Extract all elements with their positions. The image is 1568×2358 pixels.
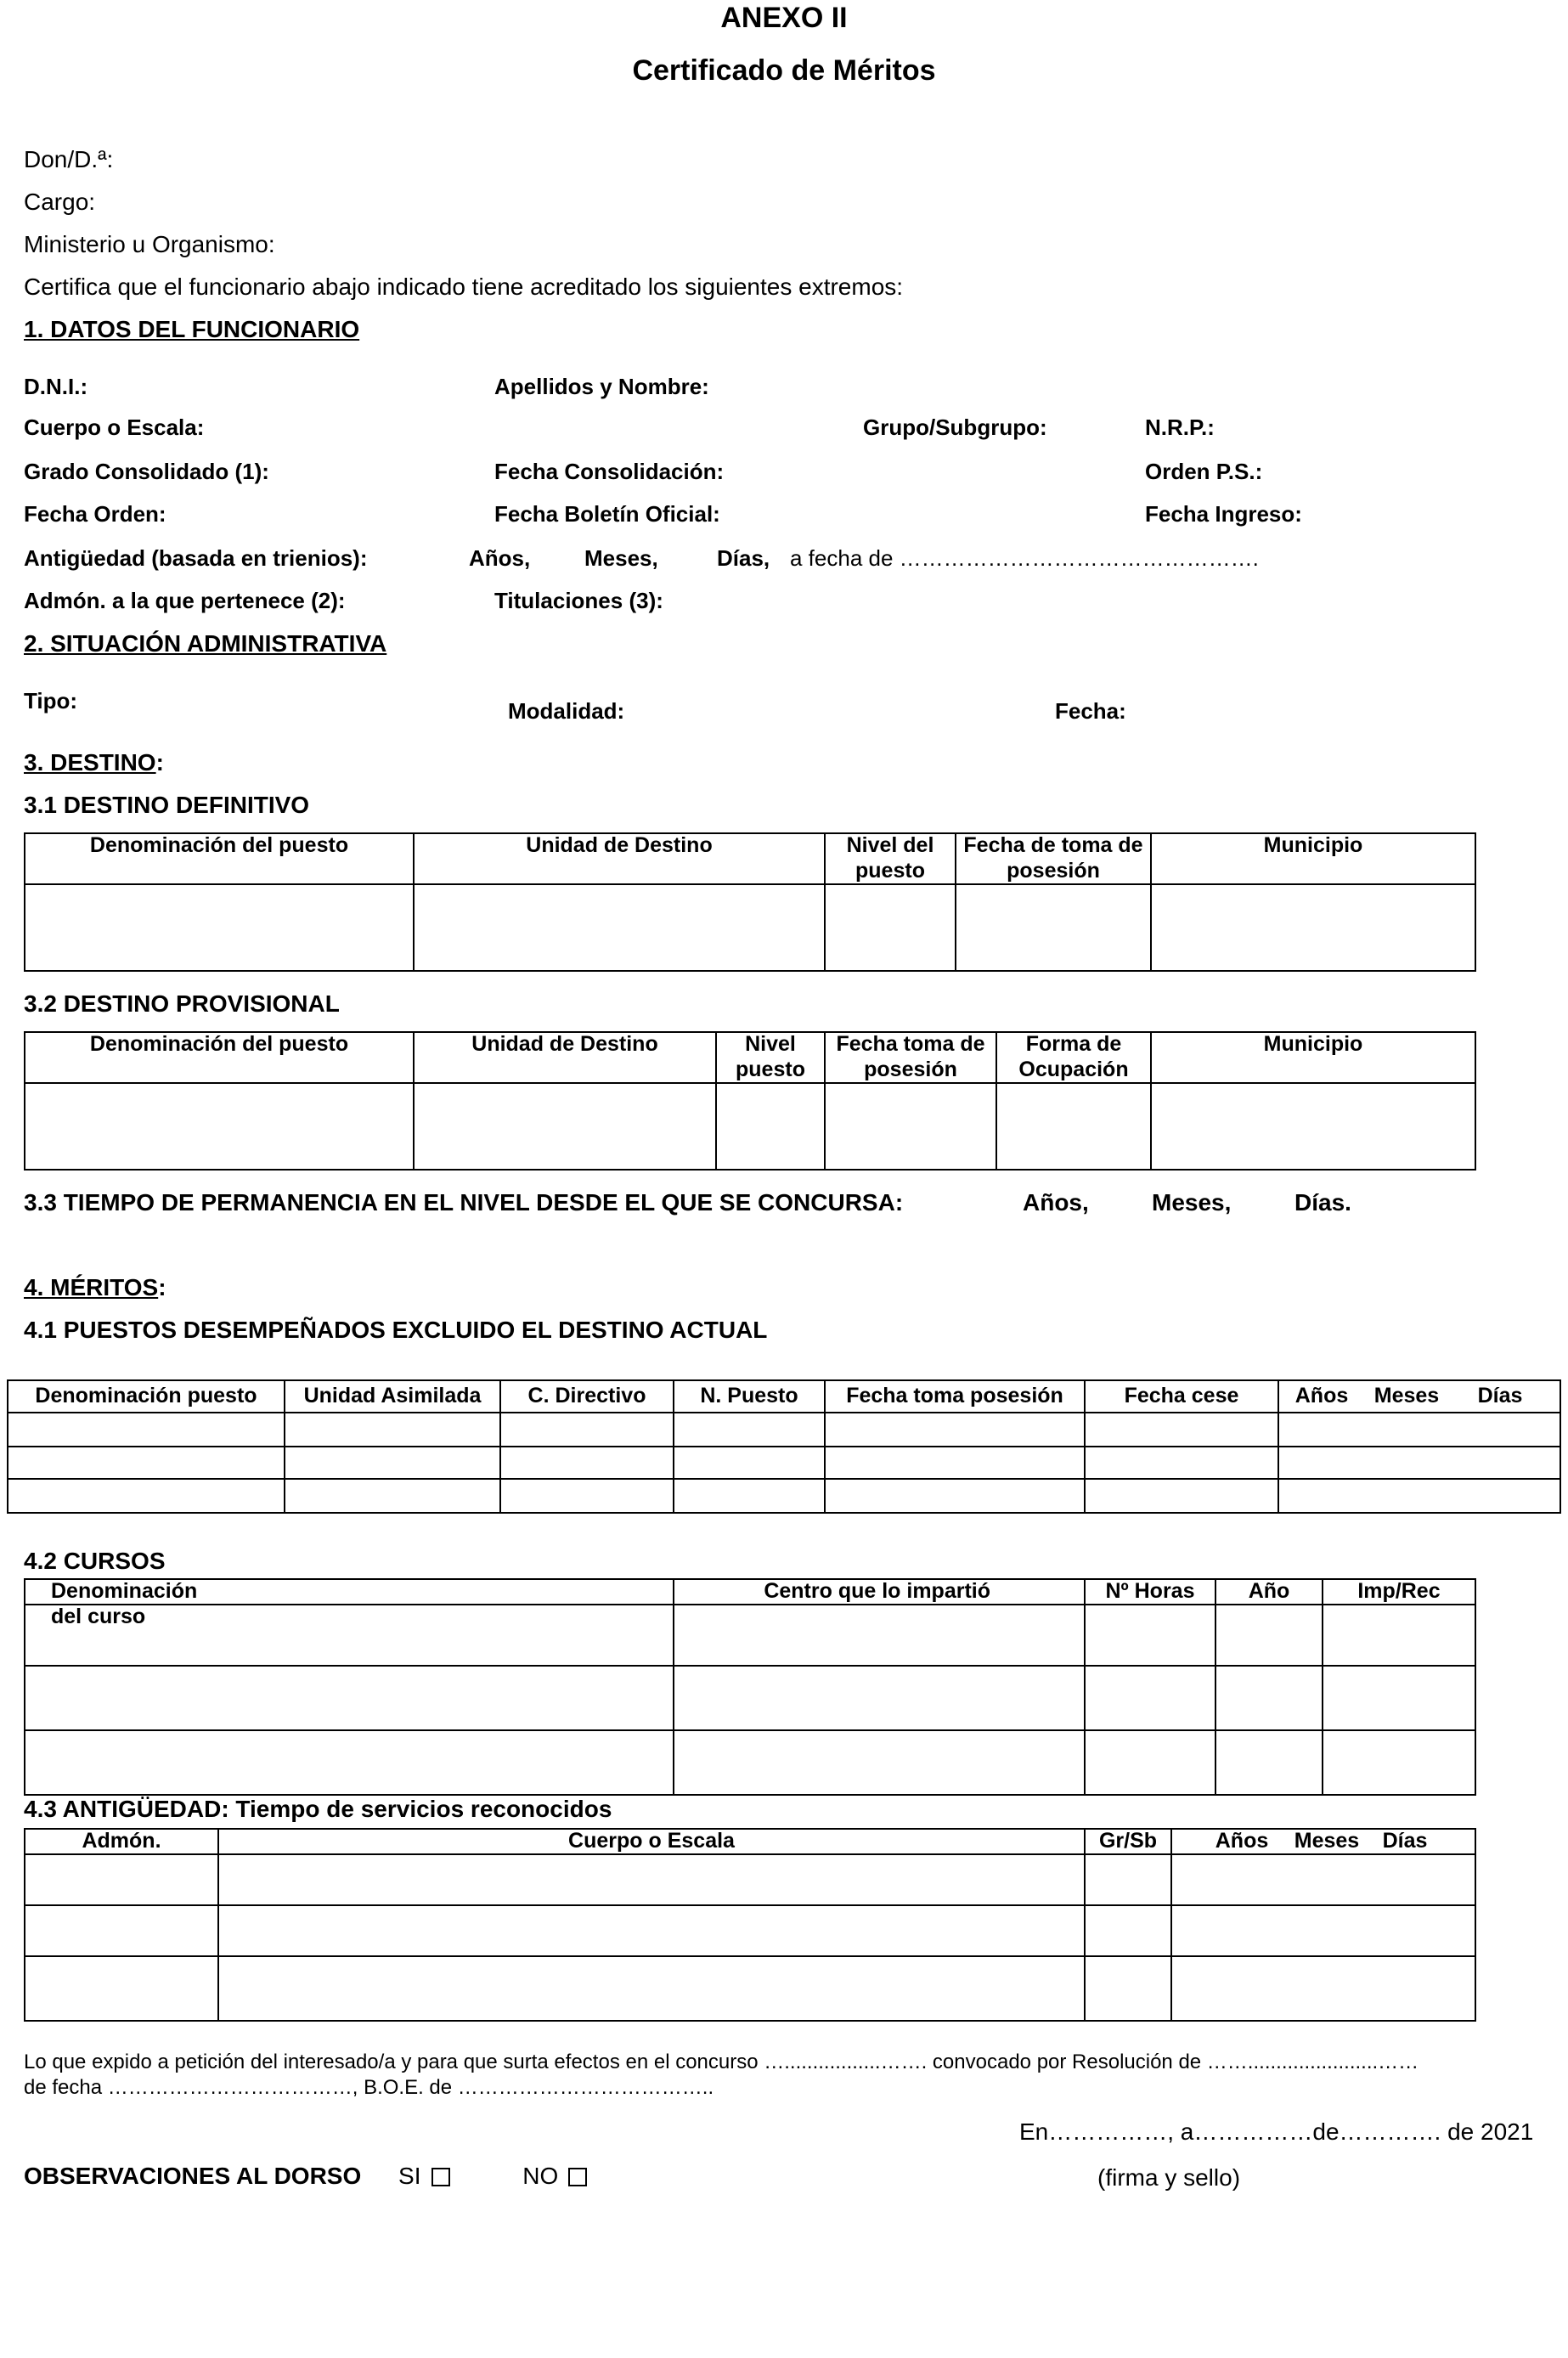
th-puesto-meses: Meses bbox=[1373, 1384, 1440, 1407]
th-curso-denominacion: Denominación del curso bbox=[51, 1579, 198, 1628]
th-puesto-npuesto: N. Puesto bbox=[700, 1384, 798, 1407]
th-ant-anos: Años bbox=[1215, 1829, 1269, 1853]
th-puesto-denominacion: Denominación puesto bbox=[35, 1384, 257, 1407]
cuerpo-label: Cuerpo o Escala: bbox=[24, 415, 205, 440]
section-2-title: 2. SITUACIÓN ADMINISTRATIVA bbox=[24, 630, 387, 657]
th-ant-grsb: Gr/Sb bbox=[1098, 1829, 1158, 1853]
th-puesto-anos: Años bbox=[1294, 1384, 1349, 1407]
permanencia-label: 3.3 TIEMPO DE PERMANENCIA EN EL NIVEL DESDE EL QUE SE CONCURSA: bbox=[24, 1189, 904, 1216]
don-label: Don/D.ª: bbox=[24, 146, 114, 172]
th-prov-municipio: Municipio bbox=[1263, 1032, 1363, 1056]
fecha-consolidacion-label: Fecha Consolidación: bbox=[494, 459, 725, 484]
admon-label: Admón. a la que pertenece (2): bbox=[24, 588, 346, 613]
section-3-title-text: 3. DESTINO bbox=[24, 749, 156, 776]
firma-label: (firma y sello) bbox=[1097, 2164, 1241, 2191]
th-ant-meses: Meses bbox=[1294, 1829, 1360, 1853]
apellidos-label: Apellidos y Nombre: bbox=[494, 374, 709, 399]
observaciones-label: OBSERVACIONES AL DORSO bbox=[24, 2163, 362, 2189]
si-checkbox[interactable] bbox=[431, 2168, 450, 2186]
no-label: NO bbox=[522, 2163, 559, 2189]
th-ant-admon: Admón. bbox=[82, 1829, 161, 1853]
section-3-title-colon: : bbox=[155, 749, 164, 776]
antiguedad-servicios-title: 4.3 ANTIGÜEDAD: Tiempo de servicios reconocidos bbox=[24, 1796, 612, 1822]
grupo-label: Grupo/Subgrupo: bbox=[863, 415, 1047, 440]
th-curso-centro: Centro que lo impartió bbox=[764, 1579, 990, 1603]
fecha-boletin-label: Fecha Boletín Oficial: bbox=[494, 501, 720, 527]
cargo-label: Cargo: bbox=[24, 189, 96, 215]
th-puesto-dias: Días bbox=[1477, 1384, 1523, 1407]
th-puesto-directivo: C. Directivo bbox=[527, 1384, 646, 1407]
section-4-title bbox=[24, 1274, 166, 1301]
antiguedad-fecha: a fecha de …………………………………………. bbox=[790, 545, 1259, 571]
permanencia-anos: Años, bbox=[1023, 1189, 1089, 1216]
certifica-text: Certifica que el funcionario abajo indicado tiene acreditado los siguientes extremos: bbox=[24, 274, 904, 300]
antiguedad-anos: Años, bbox=[469, 545, 531, 571]
expedicion-text-line2: de fecha ………………………………, B.O.E. de ……………………………….. bbox=[24, 2076, 714, 2099]
no-checkbox[interactable] bbox=[568, 2168, 587, 2186]
ministerio-label: Ministerio u Organismo: bbox=[24, 231, 275, 257]
th-curso-horas: Nº Horas bbox=[1105, 1579, 1195, 1603]
th-prov-fecha-toma: Fecha toma de posesión bbox=[836, 1032, 985, 1081]
observaciones-row bbox=[24, 2163, 587, 2190]
situacion-fecha-label: Fecha: bbox=[1055, 698, 1126, 724]
permanencia-dias: Días. bbox=[1294, 1189, 1351, 1216]
destino-definitivo-title: 3.1 DESTINO DEFINITIVO bbox=[24, 792, 310, 818]
tipo-label: Tipo: bbox=[24, 688, 78, 714]
grado-label: Grado Consolidado (1): bbox=[24, 459, 269, 484]
th-unidad: Unidad de Destino bbox=[526, 833, 713, 857]
permanencia-meses: Meses, bbox=[1152, 1189, 1232, 1216]
section-4-title-colon: : bbox=[158, 1274, 166, 1300]
dni-label: D.N.I.: bbox=[24, 374, 88, 399]
th-puesto-unidad: Unidad Asimilada bbox=[303, 1384, 482, 1407]
th-fecha-toma: Fecha de toma de posesión bbox=[963, 833, 1143, 883]
expedicion-text-line1: Lo que expido a petición del interesado/a y para que surta efectos en el concurso ….................……. convocado por Resolución de …….......................…… bbox=[24, 2051, 1419, 2073]
section-1-title: 1. DATOS DEL FUNCIONARIO bbox=[24, 316, 360, 342]
th-prov-nivel: Nivel puesto bbox=[736, 1032, 805, 1081]
annex-title: ANEXO II bbox=[720, 2, 848, 34]
antiguedad-dias: Días, bbox=[717, 545, 770, 571]
date-line: En……………, a……………de…………. de 2021 bbox=[1019, 2118, 1534, 2145]
th-nivel: Nivel del puesto bbox=[846, 833, 934, 883]
section-4-title-text: 4. MÉRITOS bbox=[24, 1274, 159, 1300]
nrp-label: N.R.P.: bbox=[1145, 415, 1215, 440]
destino-provisional-title: 3.2 DESTINO PROVISIONAL bbox=[24, 990, 340, 1017]
th-ant-cuerpo: Cuerpo o Escala bbox=[568, 1829, 735, 1853]
th-puesto-fecha-cese: Fecha cese bbox=[1124, 1384, 1239, 1407]
fecha-orden-label: Fecha Orden: bbox=[24, 501, 166, 527]
titulaciones-label: Titulaciones (3): bbox=[494, 588, 663, 613]
modalidad-label: Modalidad: bbox=[508, 698, 625, 724]
cursos-title: 4.2 CURSOS bbox=[24, 1548, 166, 1574]
th-prov-denominacion: Denominación del puesto bbox=[89, 1032, 349, 1056]
antiguedad-label: Antigüedad (basada en trienios): bbox=[24, 545, 368, 571]
antiguedad-meses: Meses, bbox=[584, 545, 658, 571]
section-3-title bbox=[24, 749, 164, 776]
th-curso-ano: Año bbox=[1248, 1579, 1290, 1603]
th-denominacion: Denominación del puesto bbox=[89, 833, 349, 857]
fecha-ingreso-label: Fecha Ingreso: bbox=[1145, 501, 1302, 527]
th-puesto-fecha-toma: Fecha toma posesión bbox=[846, 1384, 1063, 1407]
si-label: SI bbox=[398, 2163, 421, 2189]
th-ant-dias: Días bbox=[1382, 1829, 1428, 1853]
th-curso-imprec: Imp/Rec bbox=[1357, 1579, 1441, 1603]
th-municipio: Municipio bbox=[1263, 833, 1363, 857]
page-title: Certificado de Méritos bbox=[632, 54, 936, 87]
th-prov-unidad: Unidad de Destino bbox=[471, 1032, 658, 1056]
orden-ps-label: Orden P.S.: bbox=[1145, 459, 1263, 484]
puestos-title: 4.1 PUESTOS DESEMPEÑADOS EXCLUIDO EL DESTINO ACTUAL bbox=[24, 1317, 768, 1343]
th-prov-forma: Forma de Ocupación bbox=[1018, 1032, 1129, 1081]
